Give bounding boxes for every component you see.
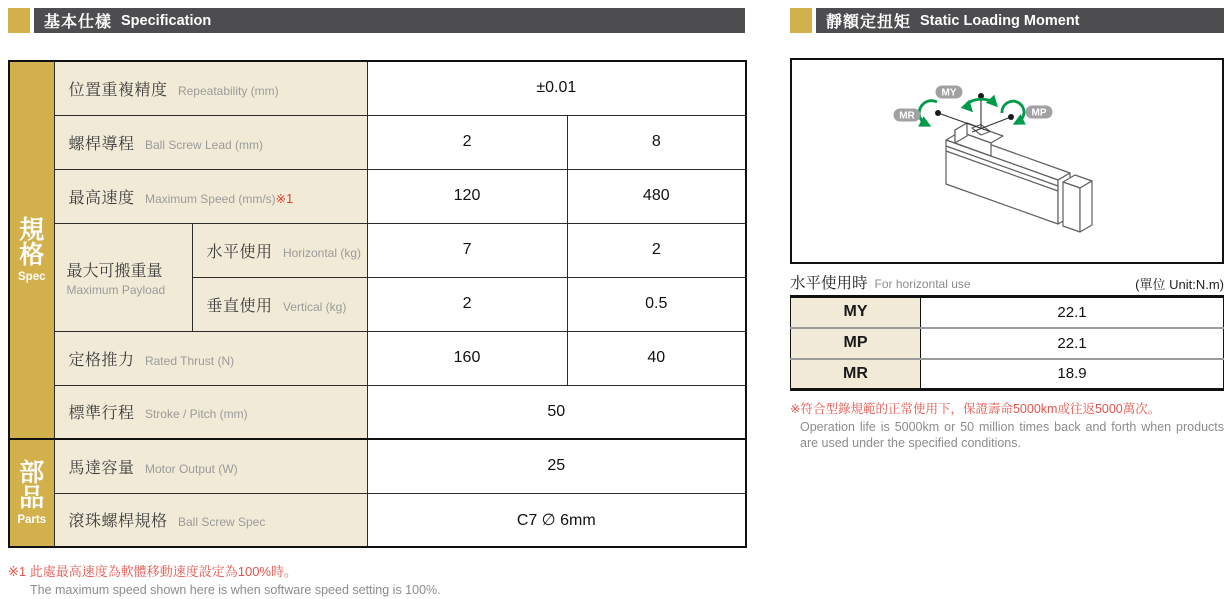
- ballscrew-value: C7 ∅ 6mm: [367, 493, 746, 547]
- thrust-label-zh: 定格推力: [68, 351, 135, 369]
- life-footnote-en: Operation life is 5000km or 50 million times back and forth when products are used under the specified conditions.: [800, 420, 1224, 450]
- repeatability-label-cell: [54, 61, 367, 115]
- my-row-value: 22.1: [921, 297, 1224, 328]
- mp-badge-label: MP: [1031, 107, 1047, 119]
- moment-axes-diagram: [792, 60, 1222, 262]
- sidebar-parts-zh: 部品: [19, 458, 45, 512]
- mp-row-value: 22.1: [921, 328, 1224, 359]
- table-row: [9, 61, 746, 115]
- specification-title-en: Specification: [121, 12, 212, 29]
- mr-badge-label: MR: [899, 110, 915, 122]
- mp-row-label: MP: [791, 328, 921, 359]
- table-row: [9, 331, 746, 385]
- speed-value-2: 480: [567, 169, 746, 223]
- moment-diagram-box: [790, 58, 1224, 264]
- motor-label-en: Motor Output (W): [144, 461, 238, 476]
- ballscrew-label-cell: [54, 493, 367, 547]
- table-row: [9, 493, 746, 547]
- stroke-label-zh: 標準行程: [68, 405, 135, 423]
- lead-label-zh: 螺桿導程: [68, 135, 135, 153]
- moment-table-caption: [790, 269, 1224, 293]
- static-moment-section: [790, 8, 1224, 451]
- static-moment-title-en: Static Loading Moment: [920, 12, 1080, 29]
- my-row-label: MY: [791, 297, 921, 328]
- speed-label-zh: 最高速度: [68, 189, 135, 207]
- mr-row-label: MR: [791, 359, 921, 390]
- motor-value: 25: [367, 439, 746, 493]
- table-row: [9, 115, 746, 169]
- stroke-label-cell: [54, 385, 367, 439]
- speed-footnote: [8, 561, 745, 597]
- my-badge-label: MY: [941, 87, 957, 99]
- repeatability-value: ±0.01: [367, 61, 746, 115]
- vertical-label-cell: [192, 277, 367, 331]
- repeatability-label-zh: 位置重複精度: [68, 81, 168, 99]
- specification-table: [8, 60, 747, 548]
- specification-header: [8, 8, 745, 33]
- horizontal-value-1: 7: [367, 223, 567, 277]
- payload-group-label-cell: [54, 223, 192, 331]
- table-row: [9, 169, 746, 223]
- vertical-value-1: 2: [367, 277, 567, 331]
- speed-value-1: 120: [367, 169, 567, 223]
- gold-accent-block: [8, 8, 30, 33]
- speed-footnote-ref: ※1: [275, 191, 294, 206]
- mr-row-value: 18.9: [921, 359, 1224, 390]
- moment-badges: [894, 86, 1053, 122]
- specification-title-zh: 基本仕樣: [44, 14, 113, 31]
- payload-label-zh: 最大可搬重量: [66, 262, 163, 280]
- vertical-value-2: 0.5: [567, 277, 746, 331]
- table-row: [791, 328, 1224, 359]
- table-row: [9, 223, 746, 277]
- specification-section: [8, 8, 745, 597]
- payload-label-en: Maximum Payload: [66, 282, 166, 297]
- sidebar-spec-band: [9, 61, 54, 439]
- lead-label-cell: [54, 115, 367, 169]
- actuator-body-drawing: [946, 123, 1092, 232]
- sidebar-parts-band: [9, 439, 54, 547]
- thrust-value-1: 160: [367, 331, 567, 385]
- vertical-label-en: Vertical (kg): [282, 299, 347, 314]
- speed-label-en: Maximum Speed (mm/s): [144, 191, 276, 206]
- caption-unit: (單位 Unit:N.m): [1135, 277, 1224, 292]
- ballscrew-label-zh: 滾珠螺桿規格: [68, 513, 168, 531]
- moment-table: [790, 295, 1224, 391]
- specification-header-bar: [34, 8, 745, 33]
- life-footnote: [790, 399, 1224, 451]
- mp-axis-dot: [1008, 114, 1014, 120]
- ballscrew-label-en: Ball Screw Spec: [177, 515, 266, 530]
- table-row: [9, 439, 746, 493]
- speed-footnote-en: The maximum speed shown here is when software speed setting is 100%.: [30, 583, 441, 597]
- motor-label-zh: 馬達容量: [68, 459, 135, 477]
- static-moment-header: [790, 8, 1224, 33]
- gold-accent-block: [790, 8, 812, 33]
- caption-en: For horizontal use: [874, 277, 971, 291]
- mr-rotation-arrow-icon: [919, 101, 937, 124]
- lead-label-en: Ball Screw Lead (mm): [144, 137, 263, 152]
- lead-value-1: 2: [367, 115, 567, 169]
- static-moment-title-zh: 靜額定扭矩: [826, 14, 912, 31]
- sidebar-spec-en: Spec: [18, 270, 46, 283]
- repeatability-label-en: Repeatability (mm): [177, 83, 279, 98]
- horizontal-label-zh: 水平使用: [206, 243, 273, 261]
- sidebar-parts-en: Parts: [17, 513, 47, 526]
- motor-label-cell: [54, 439, 367, 493]
- lead-value-2: 8: [567, 115, 746, 169]
- life-footnote-zh: ※符合型錄規範的正常使用下，保證壽命5000km或往返5000萬次。: [790, 402, 1161, 416]
- table-row: [9, 385, 746, 439]
- rotation-arrows: [919, 99, 1024, 124]
- speed-label-cell: [54, 169, 367, 223]
- horizontal-value-2: 2: [567, 223, 746, 277]
- static-moment-header-bar: [816, 8, 1224, 33]
- vertical-label-zh: 垂直使用: [206, 297, 273, 315]
- stroke-label-en: Stroke / Pitch (mm): [144, 407, 248, 422]
- thrust-value-2: 40: [567, 331, 746, 385]
- thrust-label-cell: [54, 331, 367, 385]
- mr-axis-dot: [935, 110, 941, 116]
- stroke-value: 50: [367, 385, 746, 439]
- horizontal-label-cell: [192, 223, 367, 277]
- speed-footnote-zh: ※1 此處最高速度為軟體移動速度設定為100%時。: [8, 564, 297, 579]
- thrust-label-en: Rated Thrust (N): [144, 353, 235, 368]
- table-row: [791, 359, 1224, 390]
- sidebar-spec-zh: 規格: [19, 215, 45, 269]
- caption-zh: 水平使用時: [790, 275, 868, 292]
- horizontal-label-en: Horizontal (kg): [282, 245, 361, 260]
- table-row: [791, 297, 1224, 328]
